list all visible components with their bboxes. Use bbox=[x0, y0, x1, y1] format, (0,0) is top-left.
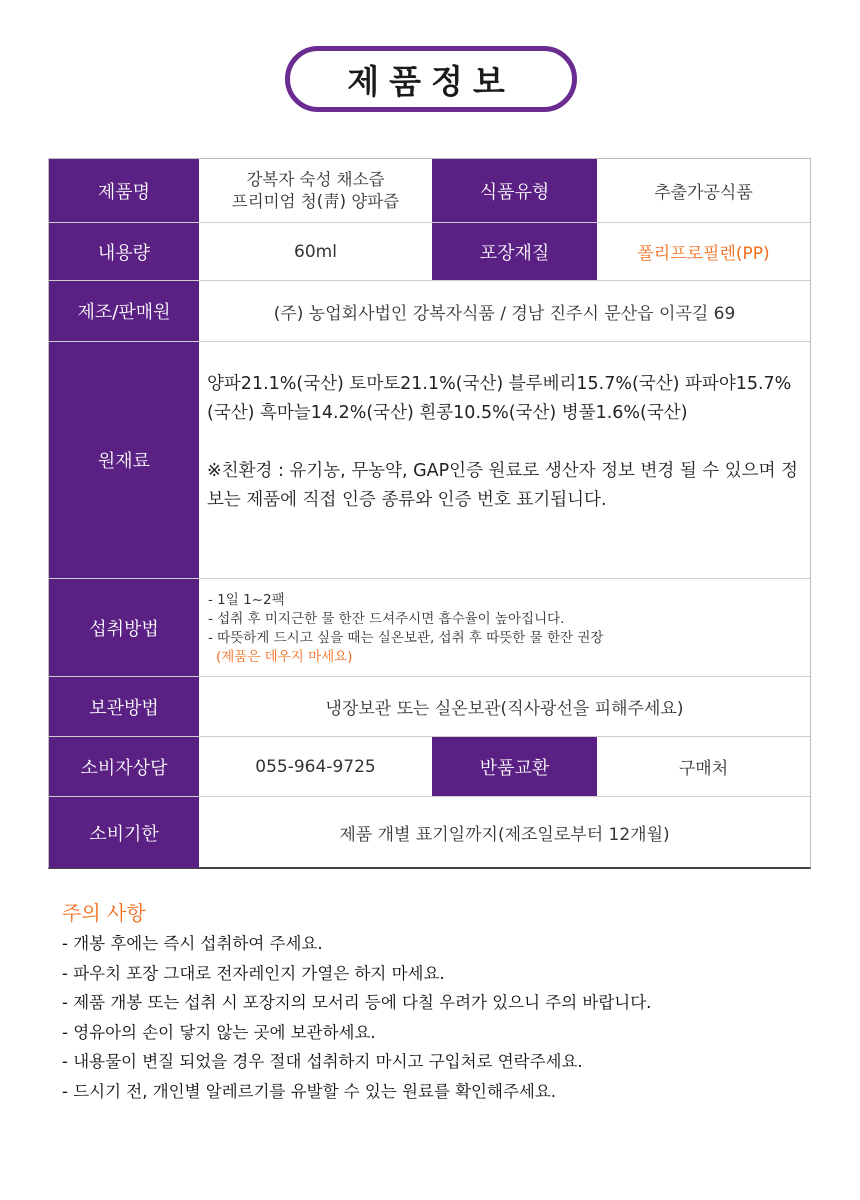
label-product-name: 제품명 bbox=[49, 159, 199, 222]
value-exchange: 구매처 bbox=[678, 759, 729, 779]
ingredients-text: 양파21.1%(국산) 토마토21.1%(국산) 블루베리15.7%(국산) 파파야15.7%(국산) 흑마늘14.2%(국산) 흰콩10.5%(국산) 병풀1.6%(국산) bbox=[207, 374, 792, 423]
product-info-table bbox=[48, 158, 811, 869]
value-expiry: 제품 개별 표기일까지(제조일로부터 12개월) bbox=[339, 825, 670, 845]
caution-item: - 영유아의 손이 닿지 않는 곳에 보관하세요. bbox=[62, 1022, 376, 1042]
label-storage: 보관방법 bbox=[49, 677, 199, 736]
row-intake bbox=[49, 578, 810, 676]
label-packaging: 포장재질 bbox=[432, 223, 597, 280]
intake-line-3: - 따뜻하게 드시고 싶을 때는 실온보관, 섭취 후 따뜻한 물 한잔 권장 bbox=[208, 630, 604, 646]
label-ingredients: 원재료 bbox=[49, 342, 199, 578]
row-manufacturer bbox=[49, 280, 810, 341]
label-exchange: 반품교환 bbox=[432, 737, 597, 796]
label-intake: 섭취방법 bbox=[49, 579, 199, 676]
product-name-line1: 강복자 숙성 채소즙 bbox=[246, 169, 385, 189]
row-ingredients bbox=[49, 341, 810, 578]
row-volume bbox=[49, 222, 810, 280]
caution-title: 주의 사항 bbox=[62, 901, 146, 925]
caution-item: - 드시기 전, 개인별 알레르기를 유발할 수 있는 원료를 확인해주세요. bbox=[62, 1081, 557, 1101]
label-consult: 소비자상담 bbox=[49, 737, 199, 796]
row-storage bbox=[49, 676, 810, 736]
label-expiry: 소비기한 bbox=[49, 797, 199, 868]
value-manufacturer: (주) 농업회사법인 강복자식품 / 경남 진주시 문산읍 이곡길 69 bbox=[273, 303, 736, 324]
caution-item: - 개봉 후에는 즉시 섭취하여 주세요. bbox=[62, 934, 323, 953]
caution-item: - 파우치 포장 그대로 전자레인지 가열은 하지 마세요. bbox=[62, 963, 445, 983]
intake-line-2: - 섭취 후 미지근한 물 한잔 드셔주시면 흡수율이 높아집니다. bbox=[208, 611, 565, 627]
intake-warning: (제품은 데우지 마세요) bbox=[216, 649, 353, 665]
caution-item: - 내용물이 변질 되었을 경우 절대 섭취하지 마시고 구입처로 연락주세요. bbox=[62, 1052, 583, 1071]
row-product-name bbox=[49, 159, 810, 222]
value-food-type: 추출가공식품 bbox=[654, 183, 753, 203]
value-ingredients bbox=[207, 370, 807, 515]
caution-list bbox=[62, 929, 651, 1106]
row-consult bbox=[49, 736, 810, 796]
label-manufacturer: 제조/판매원 bbox=[49, 281, 199, 341]
value-volume: 60ml bbox=[294, 241, 337, 262]
row-expiry bbox=[49, 796, 810, 868]
label-food-type: 식품유형 bbox=[432, 159, 597, 222]
value-product-name bbox=[199, 159, 432, 222]
value-packaging: 폴리프로필렌(PP) bbox=[637, 244, 770, 264]
caution-item: - 제품 개봉 또는 섭취 시 포장지의 모서리 등에 다칠 우려가 있으니 주의 바랍니다. bbox=[62, 993, 652, 1012]
value-storage: 냉장보관 또는 실온보관(직사광선을 피해주세요) bbox=[325, 699, 684, 719]
ingredients-note: ※친환경 : 유기농, 무농약, GAP인증 원료로 생산자 정보 변경 될 수 있으며 정보는 제품에 직접 인증 종류와 인증 번호 표기됩니다. bbox=[207, 461, 798, 510]
label-volume: 내용량 bbox=[49, 223, 199, 280]
product-name-line2: 프리미엄 청(靑) 양파즙 bbox=[231, 191, 400, 211]
value-intake bbox=[199, 579, 810, 676]
intake-line-1: - 1일 1~2팩 bbox=[208, 592, 285, 608]
page-title: 제품정보 bbox=[285, 46, 577, 112]
value-consult: 055-964-9725 bbox=[255, 756, 376, 777]
